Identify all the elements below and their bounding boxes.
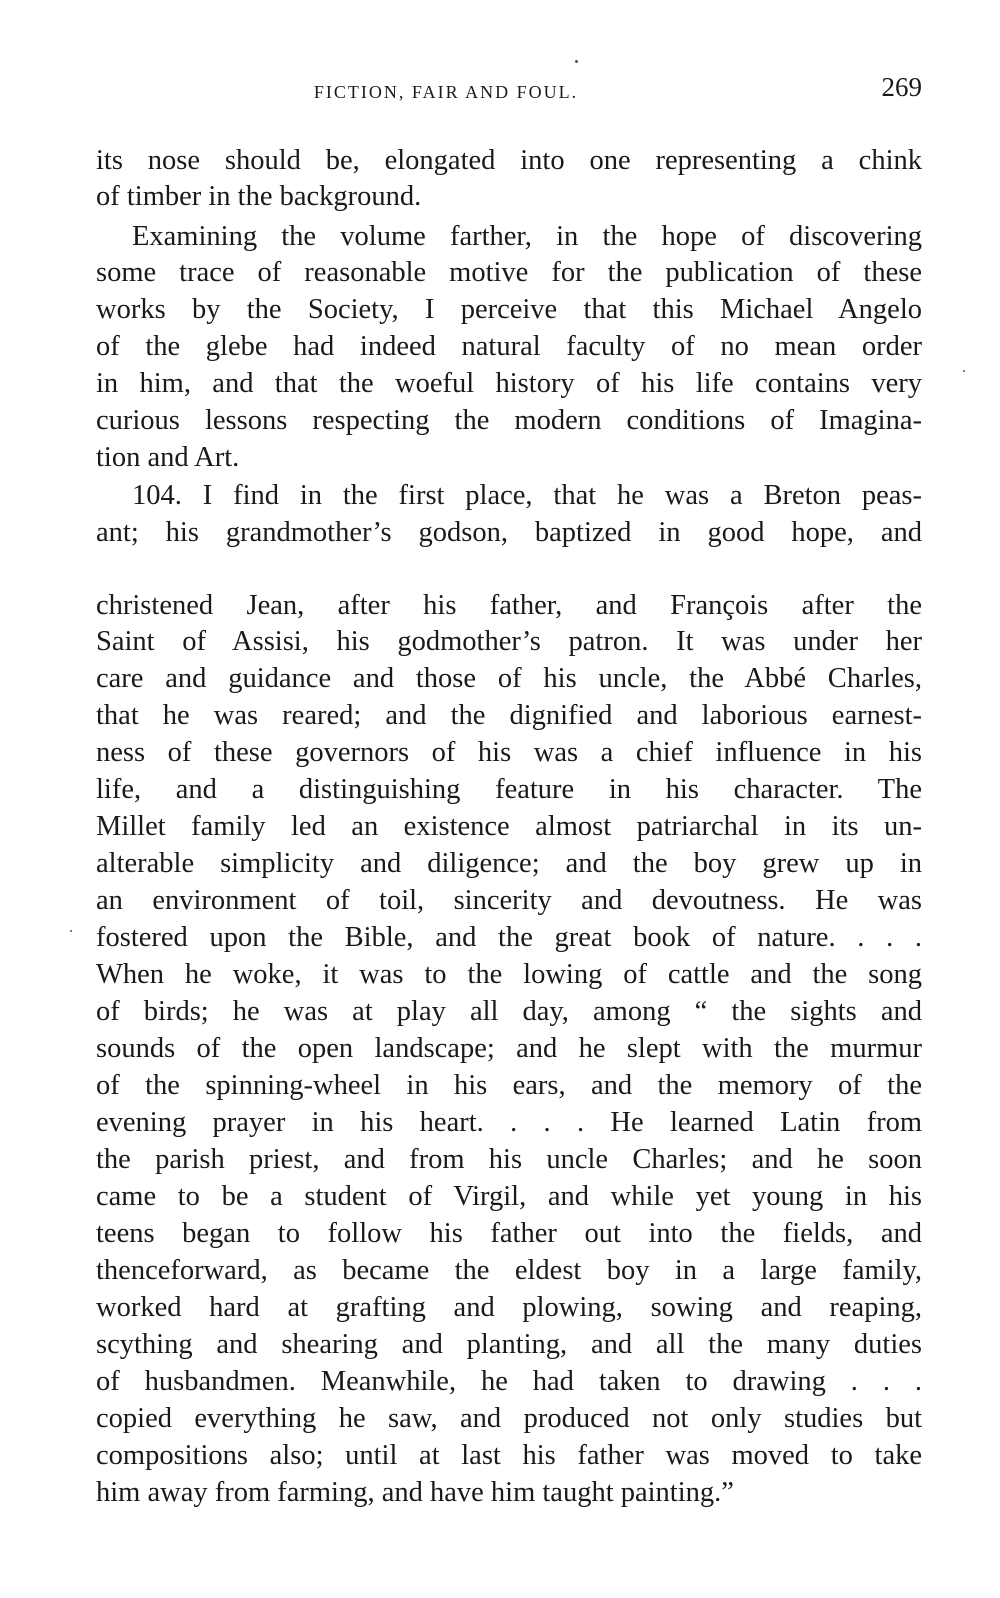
text-line: of timber in the background. [96,181,422,212]
text-line: some trace of reasonable motive for the publication of these [96,257,922,288]
text-line: the parish priest, and from his uncle Charles; and he soon [96,1144,922,1175]
text-line: in him, and that the woeful history of his life contains very [96,368,922,399]
page-number: 269 [881,72,922,102]
text-line: of the spinning-wheel in his ears, and the memory of the [96,1070,922,1101]
text-line: came to be a student of Virgil, and while yet young in his [96,1181,922,1212]
text-line: of husbandmen. Meanwhile, he had taken to drawing . . . [96,1366,922,1397]
text-line: ness of these governors of his was a chief influence in his [96,737,922,768]
text-line: care and guidance and those of his uncle, the Abbé Charles, [96,663,922,694]
text-line: that he was reared; and the dignified and laborious earnest- [96,700,922,731]
text-line: of birds; he was at play all day, among “ the sights and [96,996,922,1027]
text-line: sounds of the open landscape; and he slept with the murmur [96,1033,922,1064]
text-line: works by the Society, I perceive that this Michael Angelo [96,294,922,325]
text-line: its nose should be, elongated into one representing a chink [96,145,922,176]
text-line: 104. I find in the first place, that he was a Breton peas- [132,480,922,511]
text-line: alterable simplicity and diligence; and the boy grew up in [96,848,922,879]
scan-speck [575,60,578,63]
text-line: tion and Art. [96,442,240,473]
text-line: teens began to follow his father out into the fields, and [96,1218,922,1249]
text-line: compositions also; until at last his father was moved to take [96,1440,922,1471]
text-line: ant; his grandmother’s godson, baptized in good hope, and [96,517,922,548]
text-line: Millet family led an existence almost patriarchal in its un- [96,811,922,842]
text-line: thenceforward, as became the eldest boy in a large family, [96,1255,922,1286]
text-line: copied everything he saw, and produced not only studies but [96,1403,922,1434]
text-line: curious lessons respecting the modern conditions of Imagina- [96,405,922,436]
text-line: worked hard at grafting and plowing, sowing and reaping, [96,1292,922,1323]
text-line: life, and a distinguishing feature in his character. The [96,774,922,805]
text-line: When he woke, it was to the lowing of cattle and the song [96,959,922,990]
text-line: Examining the volume farther, in the hope of discovering [132,221,922,252]
text-line: of the glebe had indeed natural faculty of no mean order [96,331,922,362]
text-line: him away from farming, and have him taught painting.” [96,1477,734,1508]
text-line: Saint of Assisi, his godmother’s patron. It was under her [96,626,922,657]
text-line: evening prayer in his heart. . . . He learned Latin from [96,1107,922,1138]
running-head [96,72,922,112]
text-line: christened Jean, after his father, and François after the [96,590,922,621]
scan-speck [70,930,72,932]
scan-speck [963,370,965,372]
text-line: fostered upon the Bible, and the great book of nature. . . . [96,922,922,953]
text-line: an environment of toil, sincerity and devoutness. He was [96,885,922,916]
text-line: scything and shearing and planting, and all the many duties [96,1329,922,1360]
running-title: FICTION, FAIR AND FOUL. [313,82,579,102]
